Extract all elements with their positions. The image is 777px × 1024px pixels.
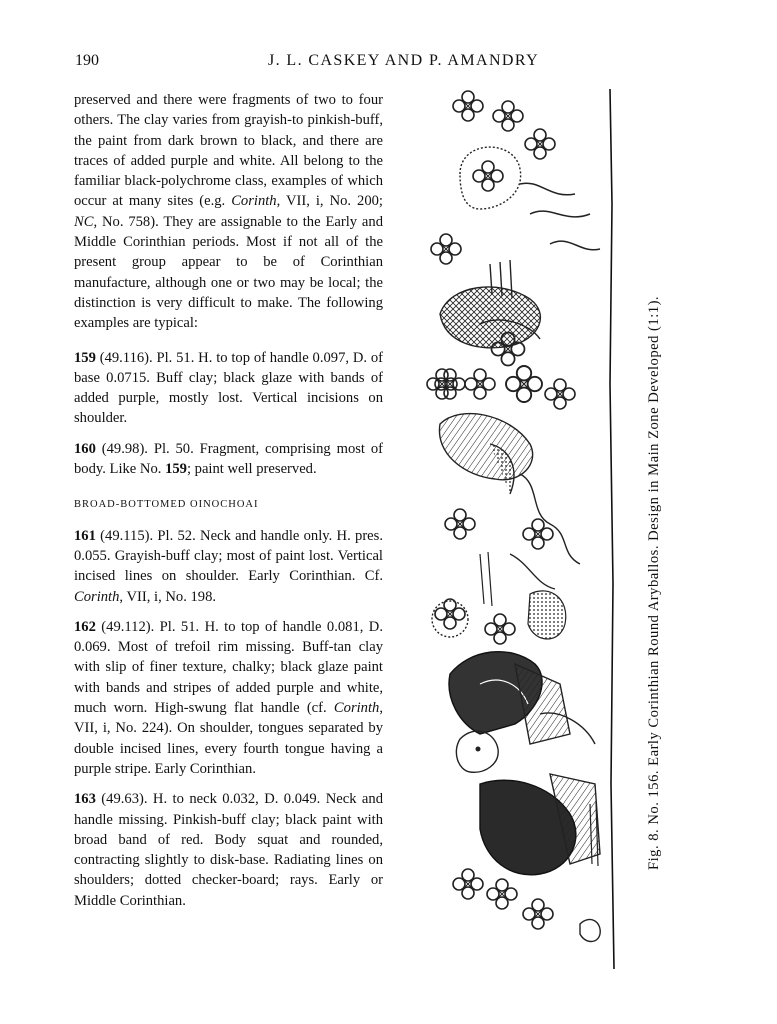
figure-caption-text: Fig. 8. No. 156. Early Corinthian Round Aryballos. Design in Main Zone Developed (1:1). — [646, 295, 662, 870]
catalog-entry-159: 159 (49.116). Pl. 51. H. to top of handle 0.097, D. of base 0.0715. Buff clay; black glaze with bands of added purple, mostly lost. Vertical incisions on shoulder. — [74, 349, 383, 427]
text-column — [74, 90, 383, 911]
page-number: 190 — [75, 52, 99, 69]
page-header — [0, 52, 777, 76]
section-heading: BROAD-BOTTOMED OINOCHOAI — [74, 499, 259, 511]
catalog-entry-163: 163 (49.63). H. to neck 0.032, D. 0.049. Neck and handle missing. Pinkish-buff clay; black paint with broad band of red. Body squat and rounded, contracting slightly to disk-base. Radiating lines on shoulders; dotted checker-board; rays. Early or Middle Corinthian. — [74, 791, 383, 909]
catalog-entry-162: 162 (49.112). Pl. 51. H. to top of handle 0.081, D. 0.069. Most of trefoil rim missing. Buff-tan clay with slip of finer texture, chalky; black glaze paint with bands and stripes of added purple and white, much worn. High-swung flat handle (cf. Corinth, VII, i, No. 224). On shoulder, tongues separated by double incised lines, every fourth tongue having a purple stripe. Early Corinthian. — [74, 618, 383, 777]
catalog-entry-160: 160 (49.98). Pl. 50. Fragment, comprising most of body. Like No. 159; paint well preserved. — [74, 440, 383, 478]
figure-caption — [639, 210, 669, 870]
intro-paragraph: preserved and there were fragments of two to four others. The clay varies from grayish-to pinkish-buff, the paint from dark brown to black, and there are traces of added purple and white. All belong to the familiar black-polychrome class, examples of which occur at many sites (e.g. Corinth, VII, i, No. 200; NC, No. 758). They are assignable to the Early and Middle Corinthian periods. Most if not all of the present group appear to be of Corinthian manufacture, although one or two may be local; the distinction is very difficult to make. The following examples are typical: — [74, 92, 383, 332]
catalog-entry-161: 161 (49.115). Pl. 52. Neck and handle only. H. pres. 0.055. Grayish-buff clay; most of paint lost. Vertical incised lines on shoulder. Early Corinthian. Cf. Corinth, VII, i, No. 198. — [74, 527, 383, 605]
aryballos-frieze-drawing — [420, 84, 630, 974]
running-head: J. L. CASKEY AND P. AMANDRY — [268, 52, 540, 69]
